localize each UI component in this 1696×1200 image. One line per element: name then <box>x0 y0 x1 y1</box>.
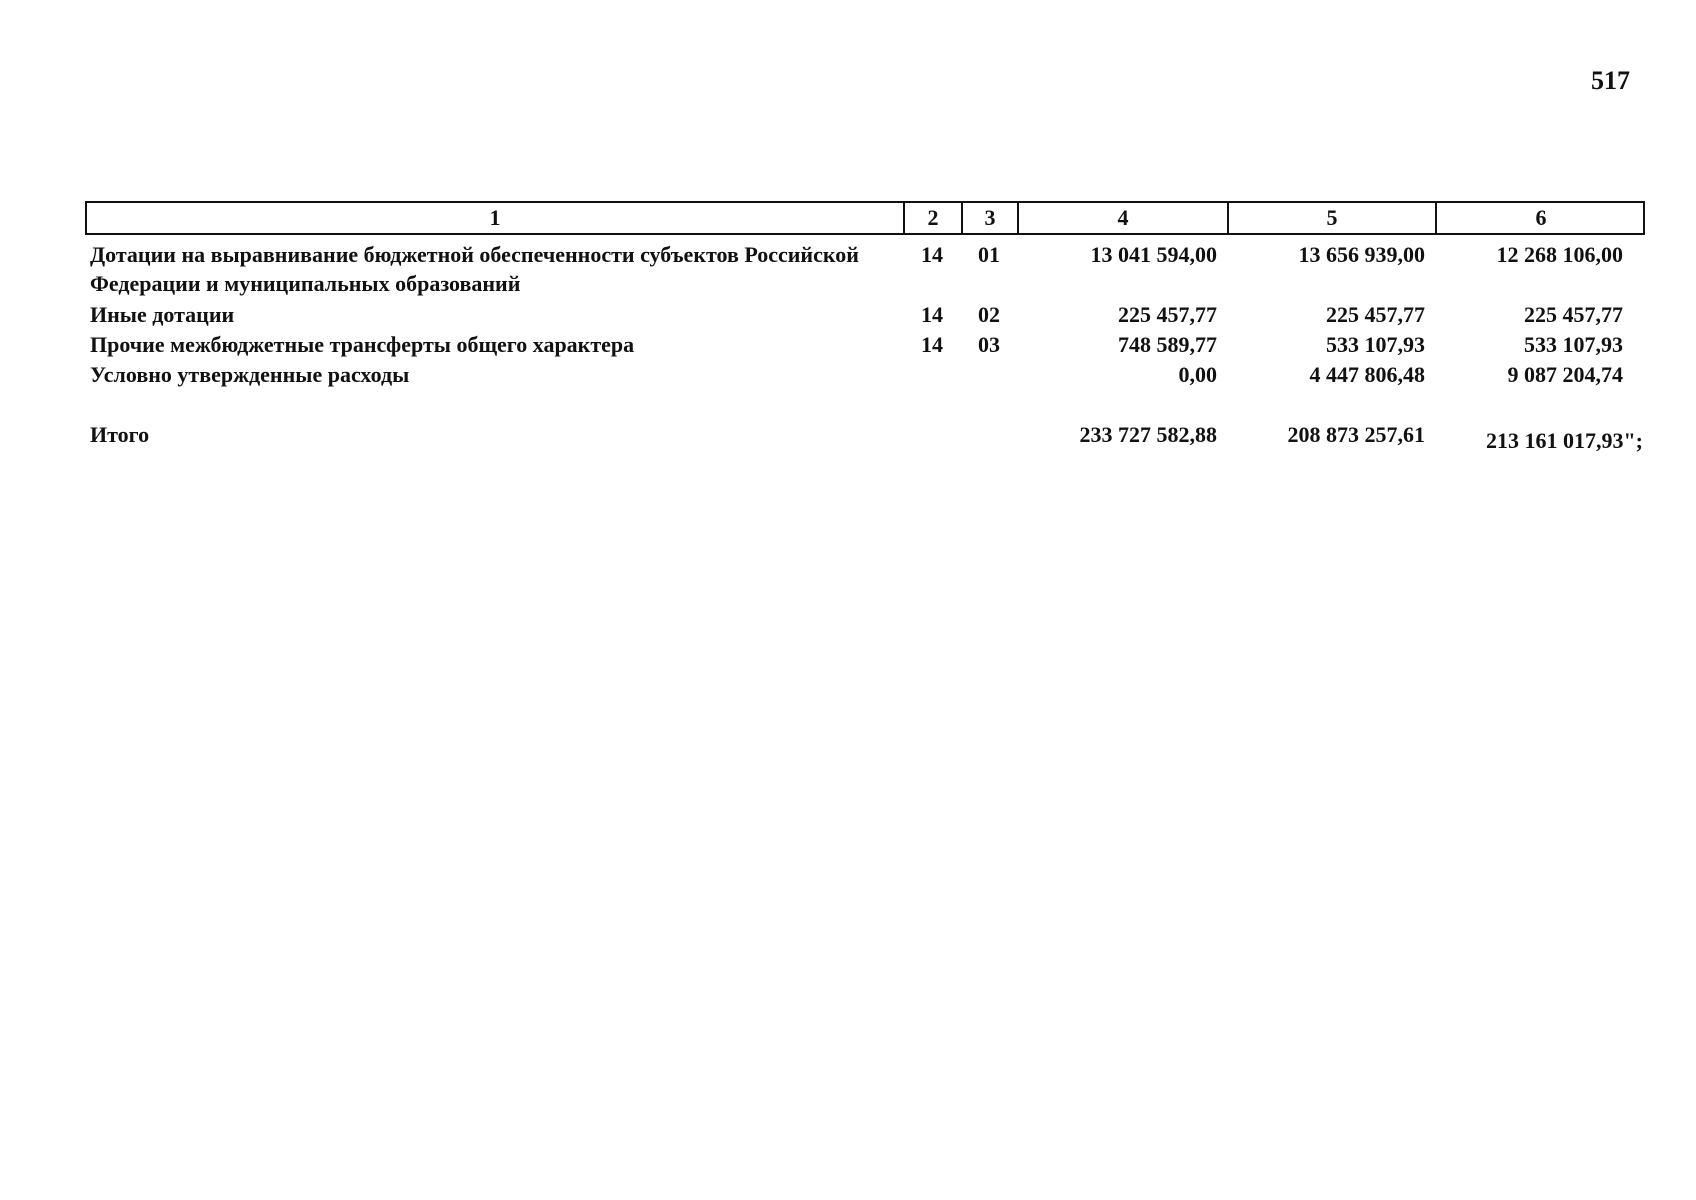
total-value-col4: 233 727 582,88 <box>1079 422 1217 447</box>
row-code-subsection: 03 <box>978 332 1000 357</box>
column-header-4: 4 <box>1019 203 1229 233</box>
table-header-row <box>85 201 1645 235</box>
table-row <box>85 330 1645 359</box>
row-name: Условно утвержденные расходы <box>90 362 410 387</box>
row-code-section: 14 <box>921 302 943 327</box>
row-value-col4: 748 589,77 <box>1118 332 1217 357</box>
row-code-section: 14 <box>921 242 943 267</box>
total-value-col6: 213 161 017,93"; <box>1485 428 1643 453</box>
column-header-2: 2 <box>905 203 963 233</box>
table-row <box>85 300 1645 329</box>
row-value-col6: 533 107,93 <box>1524 332 1623 357</box>
total-label: Итого <box>90 422 150 447</box>
row-code-subsection: 02 <box>978 302 1000 327</box>
row-name: Дотации на выравнивание бюджетной обеспеченности субъектов Российской Федерации и муниципальных образований <box>90 242 859 296</box>
row-code-section: 14 <box>921 332 943 357</box>
budget-table <box>85 201 1645 453</box>
row-value-col5: 4 447 806,48 <box>1309 362 1425 387</box>
row-value-col5: 533 107,93 <box>1326 332 1425 357</box>
row-value-col5: 13 656 939,00 <box>1298 242 1425 267</box>
column-header-5: 5 <box>1229 203 1437 233</box>
page-number: 517 <box>1591 66 1630 95</box>
row-value-col4: 0,00 <box>1178 362 1217 387</box>
column-header-1: 1 <box>87 203 905 233</box>
row-name: Иные дотации <box>90 302 235 327</box>
table-row <box>85 360 1645 389</box>
table-total-row <box>85 420 1645 454</box>
row-code-subsection: 01 <box>978 242 1000 267</box>
column-header-6: 6 <box>1535 205 1547 230</box>
column-header-3: 3 <box>963 203 1019 233</box>
row-value-col6: 12 268 106,00 <box>1496 242 1623 267</box>
row-value-col4: 225 457,77 <box>1118 302 1217 327</box>
row-value-col6: 9 087 204,74 <box>1507 362 1623 387</box>
row-name: Прочие межбюджетные трансферты общего характера <box>90 332 635 357</box>
row-value-col4: 13 041 594,00 <box>1090 242 1217 267</box>
row-value-col6: 225 457,77 <box>1524 302 1623 327</box>
row-value-col5: 225 457,77 <box>1326 302 1425 327</box>
total-value-col5: 208 873 257,61 <box>1287 422 1425 447</box>
table-row <box>85 240 1645 298</box>
